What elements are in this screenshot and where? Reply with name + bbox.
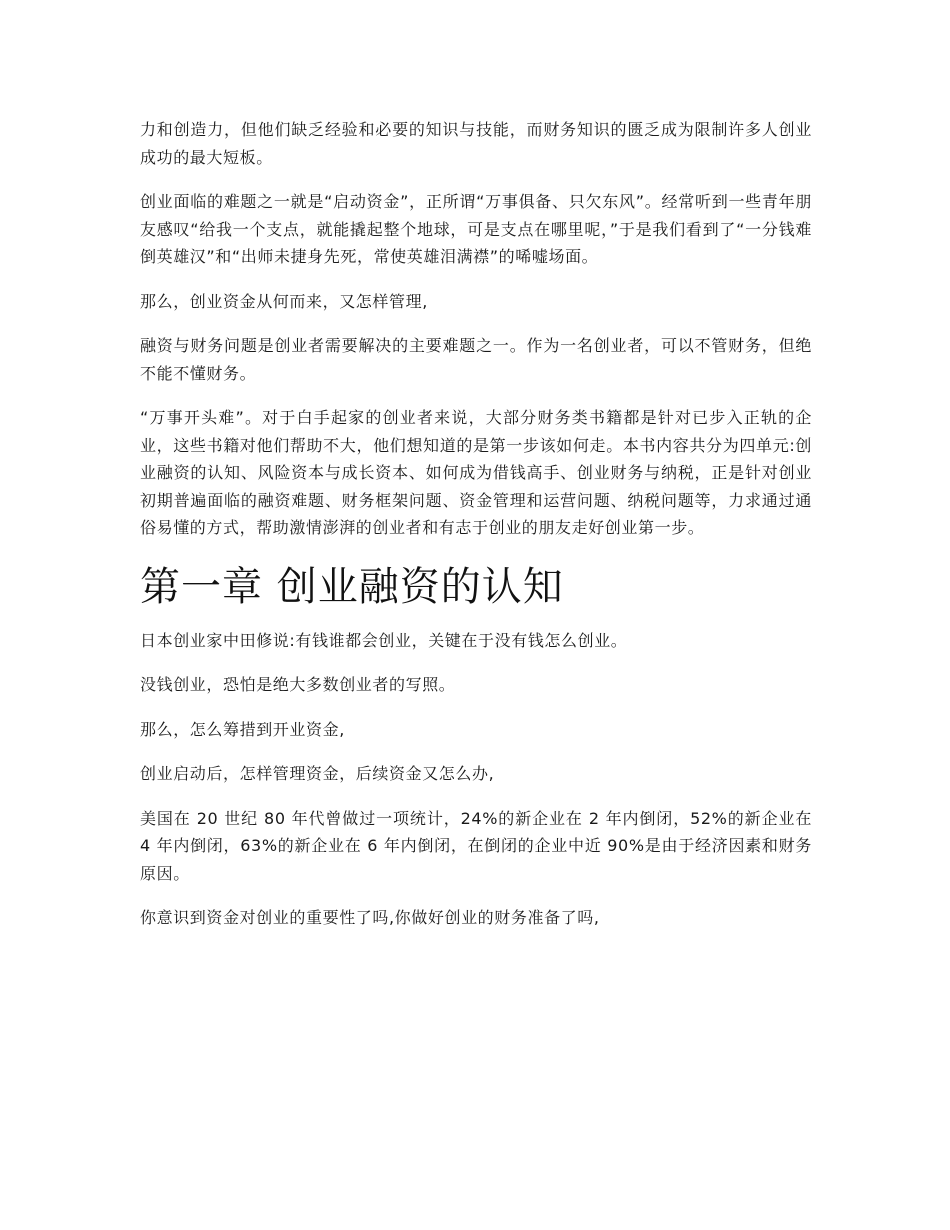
intro-paragraph-4: 融资与财务问题是创业者需要解决的主要难题之一。作为一名创业者，可以不管财务，但绝不能不懂财务。 [140, 336, 812, 383]
chapter-paragraph-6: 你意识到资金对创业的重要性了吗,你做好创业的财务准备了吗, [140, 908, 600, 927]
intro-paragraph-5: “万事开头难”。对于白手起家的创业者来说，大部分财务类书籍都是针对已步入正轨的企业，这些书籍对他们帮助不大，他们想知道的是第一步该如何走。本书内容共分为四单元:创业融资的认知、风险资本与成长资本、如何成为借钱高手、创业财务与纳税，正是针对创业初期普遍面临的融资难题、财务框架问题、资金管理和运营问题、纳税问题等，力求通过通俗易懂的方式，帮助激情澎湃的创业者和有志于创业的朋友走好创业第一步。 [140, 408, 812, 537]
chapter-paragraph-1: 日本创业家中田修说:有钱谁都会创业，关键在于没有钱怎么创业。 [140, 630, 628, 650]
document-page [140, 116, 812, 949]
chapter-paragraph-2: 没钱创业，恐怕是绝大多数创业者的写照。 [140, 675, 456, 694]
chapter-paragraph-4: 创业启动后，怎样管理资金，后续资金又怎么办, [140, 764, 495, 783]
chapter-paragraph-5: 美国在 20 世纪 80 年代曾做过一项统计，24%的新企业在 2 年内倒闭，52%的新企业在 4 年内倒闭，63%的新企业在 6 年内倒闭，在倒闭的企业中近 90%是由于经济因素和财务原因。 [140, 808, 812, 883]
chapter-paragraph-3: 那么，怎么筹措到开业资金, [140, 719, 345, 739]
intro-paragraph-2: 创业面临的难题之一就是“启动资金”，正所谓“万事俱备、只欠东风”。经常听到一些青年朋友感叹“给我一个支点，就能撬起整个地球，可是支点在哪里呢，”于是我们看到了“一分钱难倒英雄汉”和“出师未捷身先死，常使英雄泪满襟”的唏嘘场面。 [140, 192, 812, 266]
intro-paragraph-3: 那么，创业资金从何而来，又怎样管理, [140, 291, 428, 311]
chapter-title: 第一章 创业融资的认知 [140, 563, 564, 610]
intro-paragraph-1: 力和创造力，但他们缺乏经验和必要的知识与技能，而财务知识的匮乏成为限制许多人创业成功的最大短板。 [140, 120, 812, 167]
